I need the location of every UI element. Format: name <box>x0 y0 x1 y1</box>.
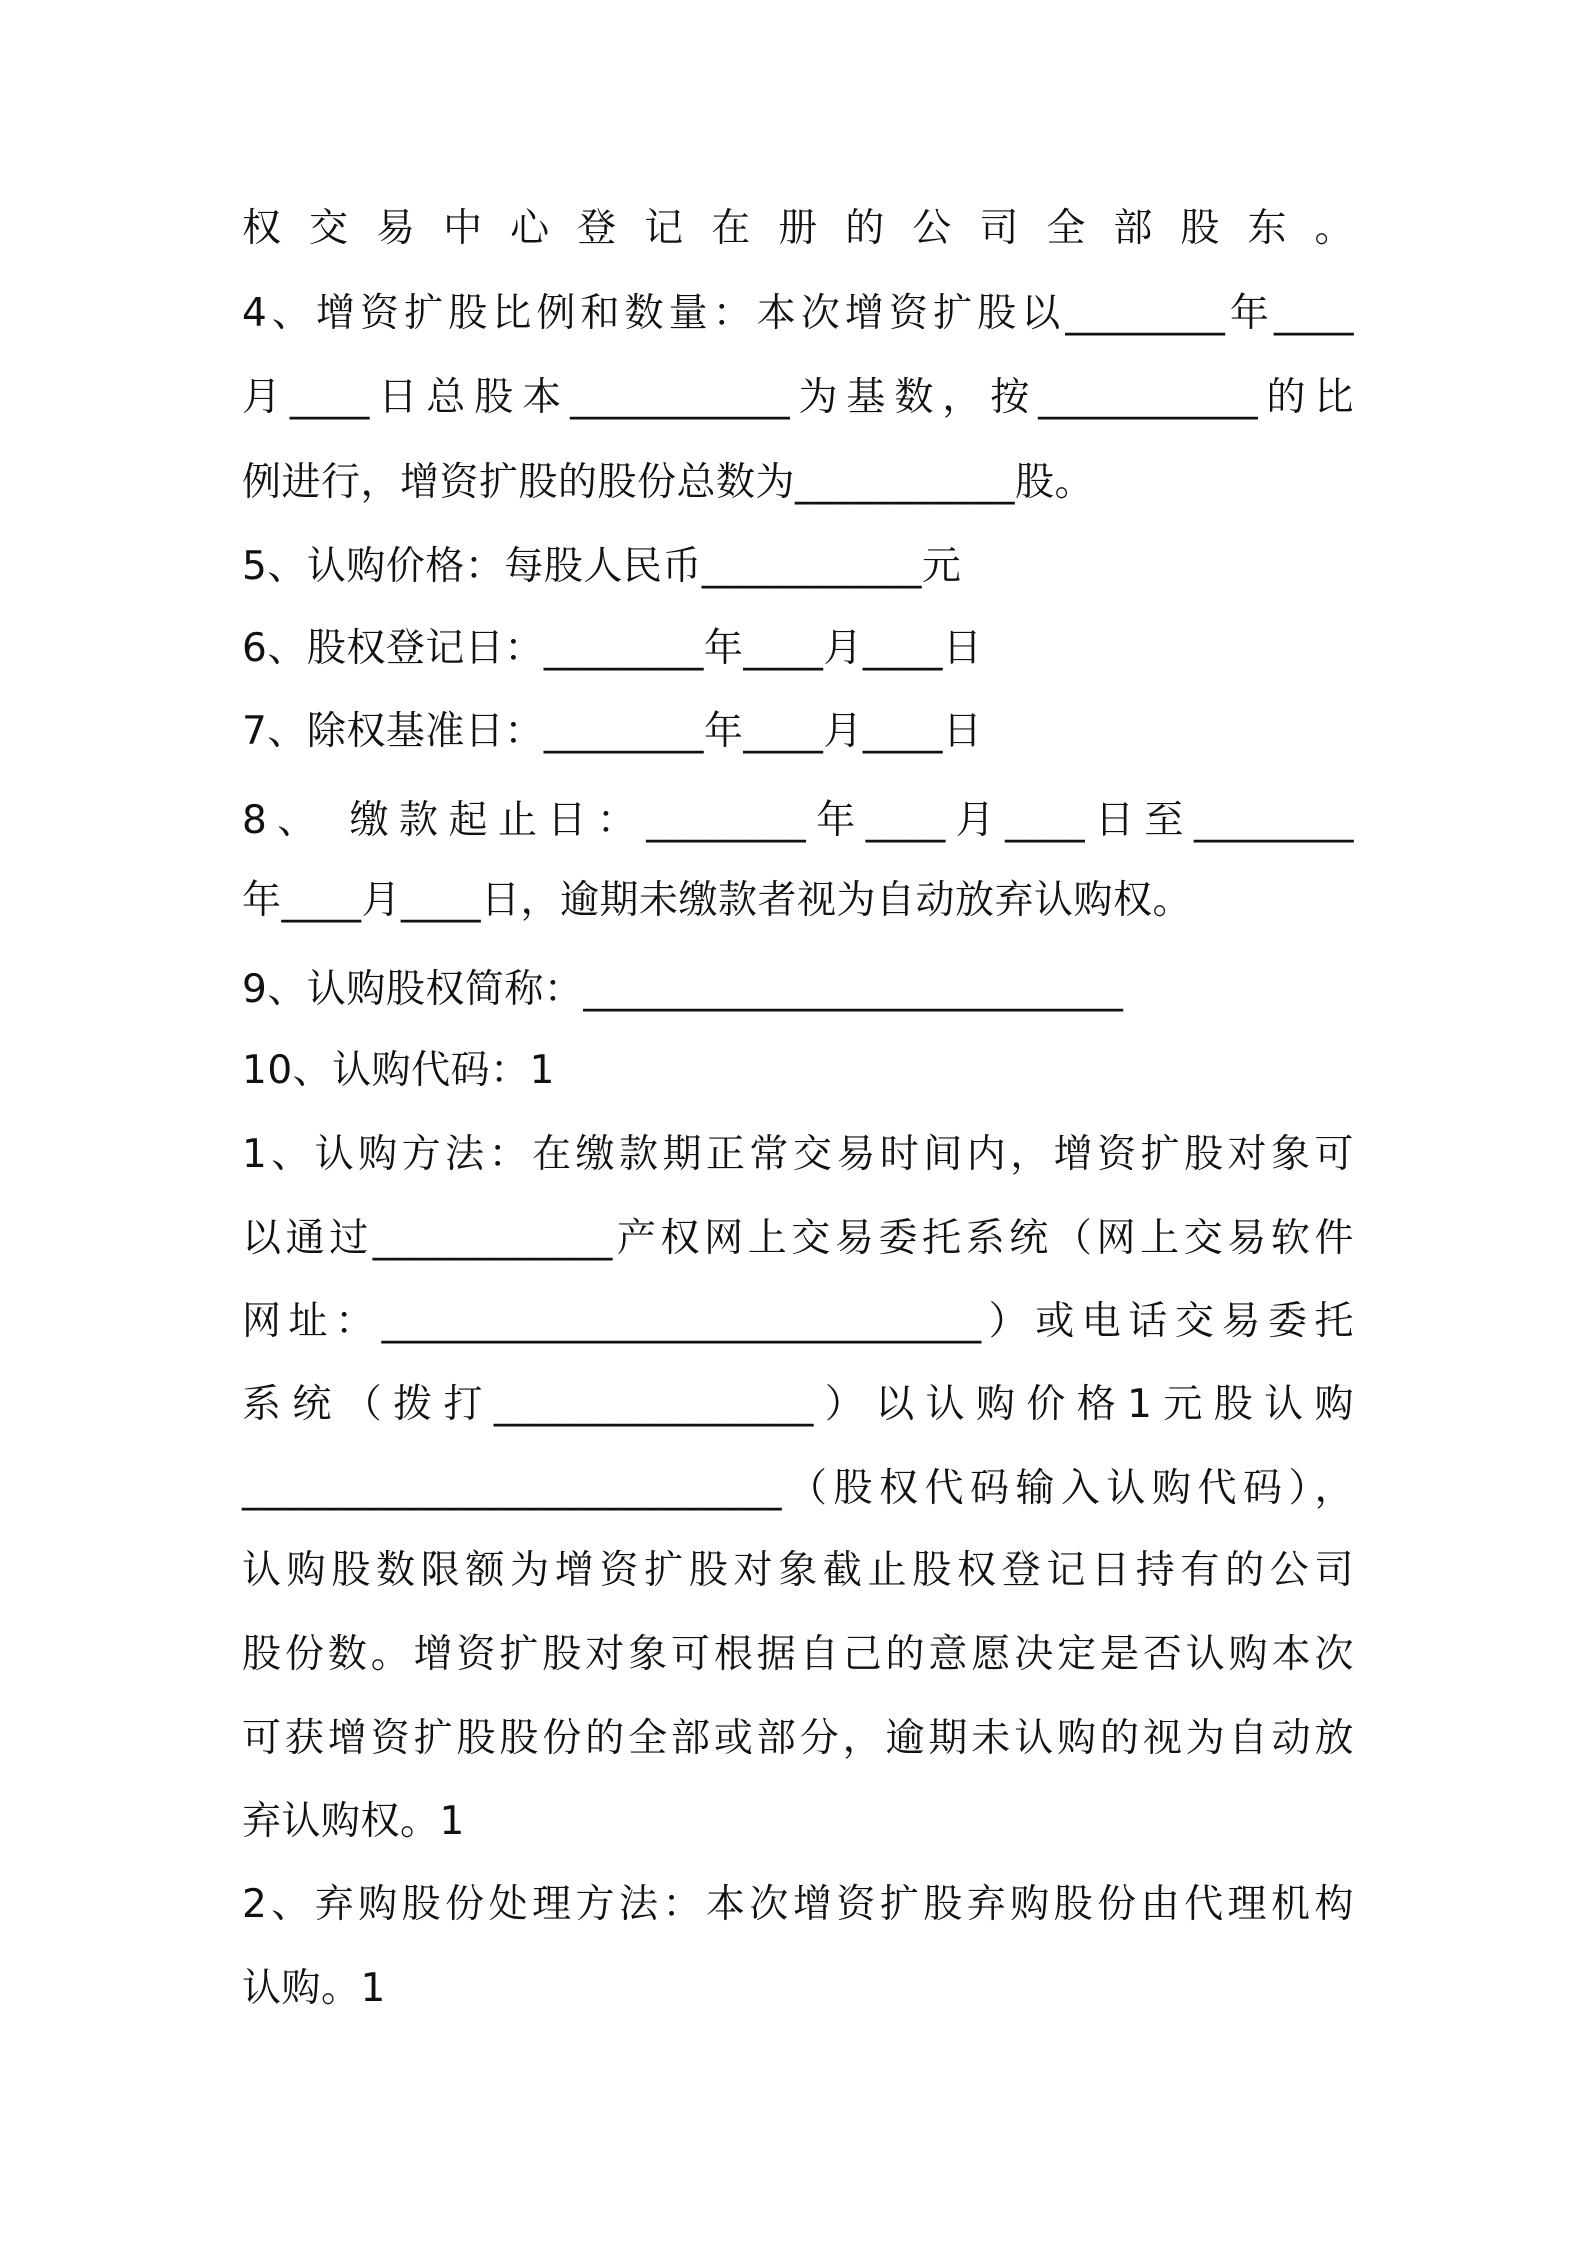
text-line-20: 弃认购权。1 <box>242 1799 465 1844</box>
text-line-10: 9、认购股权简称：___________________________ <box>242 967 1124 1012</box>
text-line-15: 系统（拨打________________）以认购价格1元股认购 <box>242 1382 1354 1427</box>
text-line-5: 5、认购价格：每股人民币___________元 <box>242 544 962 589</box>
text-line-17: 认购股数限额为增资扩股对象截止股权登记日持有的公司 <box>242 1548 1354 1593</box>
text-line-9: 年____月____日，逾期未缴款者视为自动放弃认购权。 <box>242 878 1193 923</box>
text-line-2: 4、增资扩股比例和数量：本次增资扩股以________年____ <box>242 291 1354 336</box>
text-line-22: 认购。1 <box>242 1966 386 2011</box>
text-line-3: 月____日总股本___________为基数，按___________的比 <box>242 375 1354 420</box>
text-line-7: 7、除权基准日：________年____月____日 <box>242 709 983 754</box>
text-line-16: ___________________________（股权代码输入认购代码）， <box>242 1466 1354 1511</box>
text-line-14: 网址：______________________________）或电话交易委托 <box>242 1299 1354 1344</box>
text-line-12: 1、认购方法：在缴款期正常交易时间内，增资扩股对象可 <box>242 1132 1354 1177</box>
text-line-18: 股份数。增资扩股对象可根据自己的意愿决定是否认购本次 <box>242 1632 1354 1677</box>
text-line-13: 以通过____________产权网上交易委托系统（网上交易软件 <box>242 1216 1354 1261</box>
text-line-21: 2、弃购股份处理方法：本次增资扩股弃购股份由代理机构 <box>242 1882 1354 1927</box>
text-line-6: 6、股权登记日：________年____月____日 <box>242 626 983 671</box>
text-line-8: 8、 缴款起止日：________年____月____日至________ <box>242 798 1354 843</box>
text-line-19: 可获增资扩股股份的全部或部分，逾期未认购的视为自动放 <box>242 1716 1354 1761</box>
text-line-4: 例进行，增资扩股的股份总数为___________股。 <box>242 460 1095 505</box>
text-line-1: 权交易中心登记在册的公司全部股东。 <box>242 206 1354 251</box>
text-line-11: 10、认购代码：1 <box>242 1048 555 1093</box>
